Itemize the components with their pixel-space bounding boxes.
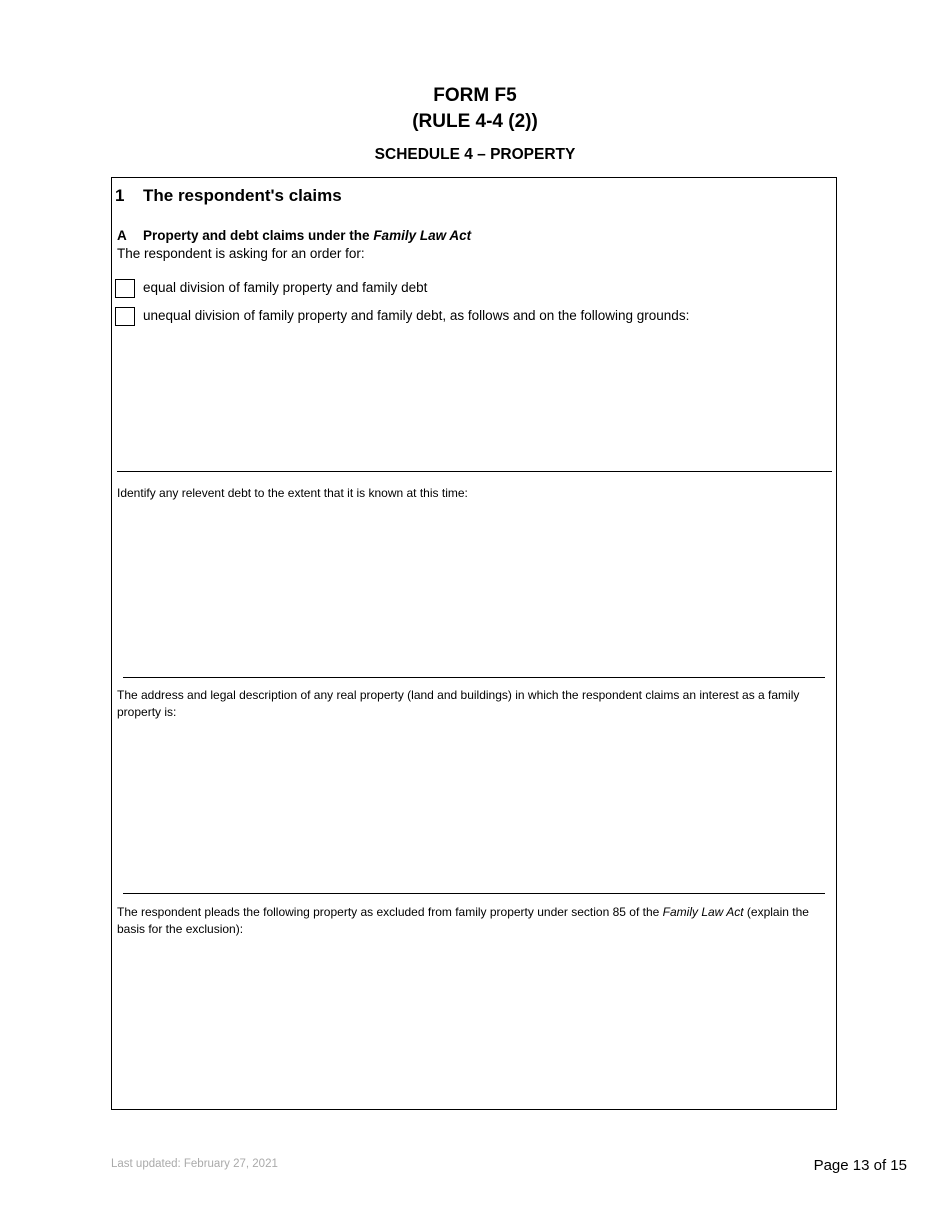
unequal-grounds-field[interactable]: [117, 330, 829, 466]
real-property-field[interactable]: [117, 724, 829, 888]
section-divider: [117, 471, 832, 472]
subsection-letter: A: [117, 228, 127, 243]
asking-text: The respondent is asking for an order for:: [117, 246, 365, 261]
subsection-title: [143, 227, 471, 245]
debt-label: Identify any relevent debt to the extent that it is known at this time:: [117, 486, 468, 500]
excluded-label-act: Family Law Act: [662, 905, 744, 919]
section-divider: [123, 677, 825, 678]
subsection-title-prefix: Property and debt claims under the: [143, 228, 374, 243]
form-rule: (RULE 4-4 (2)): [412, 111, 538, 132]
excluded-property-label: [117, 904, 829, 938]
excluded-label-suffix: (explain the basis for the exclusion):: [117, 905, 809, 936]
section-number: 1: [115, 186, 125, 205]
subsection-title-act: Family Law Act: [373, 228, 472, 243]
section-divider: [123, 893, 825, 894]
section-title: The respondent's claims: [143, 186, 342, 205]
equal-division-label: equal division of family property and family debt: [143, 280, 428, 295]
last-updated: Last updated: February 27, 2021: [111, 1158, 278, 1170]
page-number: Page 13 of 15: [813, 1157, 907, 1174]
form-title: FORM F5: [433, 85, 517, 106]
schedule-title: SCHEDULE 4 – PROPERTY: [374, 146, 576, 163]
unequal-division-checkbox[interactable]: [115, 307, 135, 326]
excluded-property-field[interactable]: [117, 941, 829, 1105]
real-property-label: The address and legal description of any real property (land and buildings) in which the respondent claims an interest as a family property is:: [117, 688, 800, 719]
debt-field[interactable]: [117, 506, 829, 672]
equal-division-checkbox[interactable]: [115, 279, 135, 298]
excluded-label-prefix: The respondent pleads the following property as excluded from family property under section 85 of the: [117, 905, 663, 919]
unequal-division-label: unequal division of family property and family debt, as follows and on the following grounds:: [143, 308, 690, 323]
